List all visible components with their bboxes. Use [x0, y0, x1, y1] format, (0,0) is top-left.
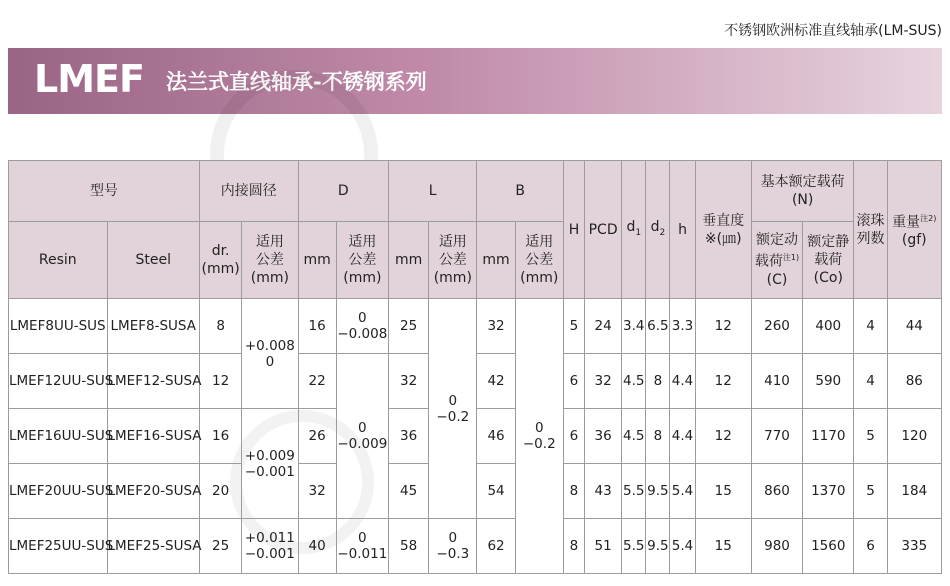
resin-model: LMEF8UU-SUS — [9, 299, 108, 354]
ball-rows-value: 5 — [854, 464, 887, 519]
header-L: L — [388, 161, 476, 222]
header-inner-diameter: 内接圆径 — [200, 161, 299, 222]
catalog-section-note: 不锈钢欧洲标准直线轴承(LM-SUS) — [724, 23, 942, 39]
ball-rows-value: 6 — [854, 519, 887, 574]
header-dr-tolerance: 适用 公差 (mm) — [242, 222, 298, 299]
d1-value: 3.4 — [622, 299, 646, 354]
resin-model: LMEF20UU-SUS — [9, 464, 108, 519]
PCD-value: 51 — [585, 519, 622, 574]
d1-value: 4.5 — [622, 409, 646, 464]
B-tolerance: 0 −0.2 — [515, 299, 563, 574]
perp-value: 15 — [695, 519, 751, 574]
PCD-value: 43 — [585, 464, 622, 519]
dr-value: 16 — [200, 409, 242, 464]
resin-model: LMEF25UU-SUS — [9, 519, 108, 574]
steel-model: LMEF16-SUSA — [107, 409, 199, 464]
H-value: 5 — [563, 299, 584, 354]
PCD-value: 32 — [585, 354, 622, 409]
L-value: 36 — [388, 409, 428, 464]
ball-rows-value: 4 — [854, 354, 887, 409]
L-tolerance: 0 −0.3 — [429, 519, 477, 574]
steel-model: LMEF25-SUSA — [107, 519, 199, 574]
h-value: 5.4 — [670, 464, 695, 519]
dynamic-load-value: 410 — [751, 354, 802, 409]
table-row — [9, 299, 942, 354]
H-value: 6 — [563, 409, 584, 464]
perp-value: 15 — [695, 464, 751, 519]
B-value: 32 — [477, 299, 515, 354]
B-value: 42 — [477, 354, 515, 409]
weight-value: 120 — [887, 409, 941, 464]
D-value: 26 — [298, 409, 336, 464]
dr-tolerance: +0.011 −0.001 — [242, 519, 298, 574]
D-value: 22 — [298, 354, 336, 409]
dynamic-load-value: 980 — [751, 519, 802, 574]
header-L-tolerance: 适用 公差 (mm) — [429, 222, 477, 299]
PCD-value: 24 — [585, 299, 622, 354]
resin-model: LMEF16UU-SUS — [9, 409, 108, 464]
table-row — [9, 519, 942, 574]
weight-value: 44 — [887, 299, 941, 354]
spec-table — [8, 160, 942, 574]
header-L-mm: mm — [388, 222, 428, 299]
header-dynamic-load: 额定动 载荷$^{注1)}$ (C) — [751, 222, 802, 299]
header-D-mm: mm — [298, 222, 336, 299]
d2-value: 6.5 — [646, 299, 670, 354]
static-load-value: 1370 — [803, 464, 854, 519]
header-B: B — [477, 161, 563, 222]
header-PCD: PCD — [585, 161, 622, 299]
dr-tolerance: +0.008 0 — [242, 299, 298, 409]
L-value: 58 — [388, 519, 428, 574]
B-value: 62 — [477, 519, 515, 574]
steel-model: LMEF20-SUSA — [107, 464, 199, 519]
header-H: H — [563, 161, 584, 299]
header-resin: Resin — [9, 222, 108, 299]
resin-model: LMEF12UU-SUS — [9, 354, 108, 409]
static-load-value: 1560 — [803, 519, 854, 574]
ball-rows-value: 5 — [854, 409, 887, 464]
L-value: 25 — [388, 299, 428, 354]
d1-value: 5.5 — [622, 519, 646, 574]
dynamic-load-value: 860 — [751, 464, 802, 519]
perp-value: 12 — [695, 354, 751, 409]
h-value: 4.4 — [670, 409, 695, 464]
header-dr: dr. (mm) — [200, 222, 242, 299]
weight-value: 184 — [887, 464, 941, 519]
header-D: D — [298, 161, 388, 222]
static-load-value: 400 — [803, 299, 854, 354]
weight-value: 335 — [887, 519, 941, 574]
dr-value: 8 — [200, 299, 242, 354]
product-subtitle: 法兰式直线轴承-不锈钢系列 — [166, 70, 427, 94]
d1-value: 5.5 — [622, 464, 646, 519]
B-value: 54 — [477, 464, 515, 519]
weight-value: 86 — [887, 354, 941, 409]
B-value: 46 — [477, 409, 515, 464]
steel-model: LMEF12-SUSA — [107, 354, 199, 409]
d2-value: 8 — [646, 409, 670, 464]
header-basic-load-rating: 基本额定载荷 (N) — [751, 161, 854, 222]
dynamic-load-value: 260 — [751, 299, 802, 354]
dr-value: 12 — [200, 354, 242, 409]
D-value: 40 — [298, 519, 336, 574]
header-B-mm: mm — [477, 222, 515, 299]
header-perpendicularity: 垂直度 ※(㎛) — [695, 161, 751, 299]
h-value: 5.4 — [670, 519, 695, 574]
header-model: 型号 — [9, 161, 200, 222]
header-d1: $d_1$ — [622, 161, 646, 299]
D-tolerance: 0 −0.008 — [336, 299, 388, 354]
h-value: 4.4 — [670, 354, 695, 409]
header-D-tolerance: 适用 公差 (mm) — [336, 222, 388, 299]
product-code-title: LMEF — [34, 57, 144, 101]
L-tolerance: 0 −0.2 — [429, 299, 477, 519]
h-value: 3.3 — [670, 299, 695, 354]
steel-model: LMEF8-SUSA — [107, 299, 199, 354]
L-value: 32 — [388, 354, 428, 409]
dr-value: 20 — [200, 464, 242, 519]
static-load-value: 1170 — [803, 409, 854, 464]
header-weight: 重量$^{注2)}$ (gf) — [887, 161, 941, 299]
dynamic-load-value: 770 — [751, 409, 802, 464]
d2-value: 9.5 — [646, 464, 670, 519]
d1-value: 4.5 — [622, 354, 646, 409]
H-value: 8 — [563, 464, 584, 519]
perp-value: 12 — [695, 409, 751, 464]
dr-value: 25 — [200, 519, 242, 574]
header-d2: $d_2$ — [646, 161, 670, 299]
header-steel: Steel — [107, 222, 199, 299]
header-static-load: 额定静 载荷 (Co) — [803, 222, 854, 299]
header-h: h — [670, 161, 695, 299]
header-B-tolerance: 适用 公差 (mm) — [515, 222, 563, 299]
D-value: 32 — [298, 464, 336, 519]
d2-value: 8 — [646, 354, 670, 409]
H-value: 6 — [563, 354, 584, 409]
title-banner — [8, 48, 942, 114]
D-value: 16 — [298, 299, 336, 354]
PCD-value: 36 — [585, 409, 622, 464]
L-value: 45 — [388, 464, 428, 519]
dr-tolerance: +0.009 −0.001 — [242, 409, 298, 519]
D-tolerance: 0 −0.011 — [336, 519, 388, 574]
ball-rows-value: 4 — [854, 299, 887, 354]
header-ball-rows: 滚珠 列数 — [854, 161, 887, 299]
static-load-value: 590 — [803, 354, 854, 409]
H-value: 8 — [563, 519, 584, 574]
d2-value: 9.5 — [646, 519, 670, 574]
D-tolerance: 0 −0.009 — [336, 354, 388, 519]
perp-value: 12 — [695, 299, 751, 354]
